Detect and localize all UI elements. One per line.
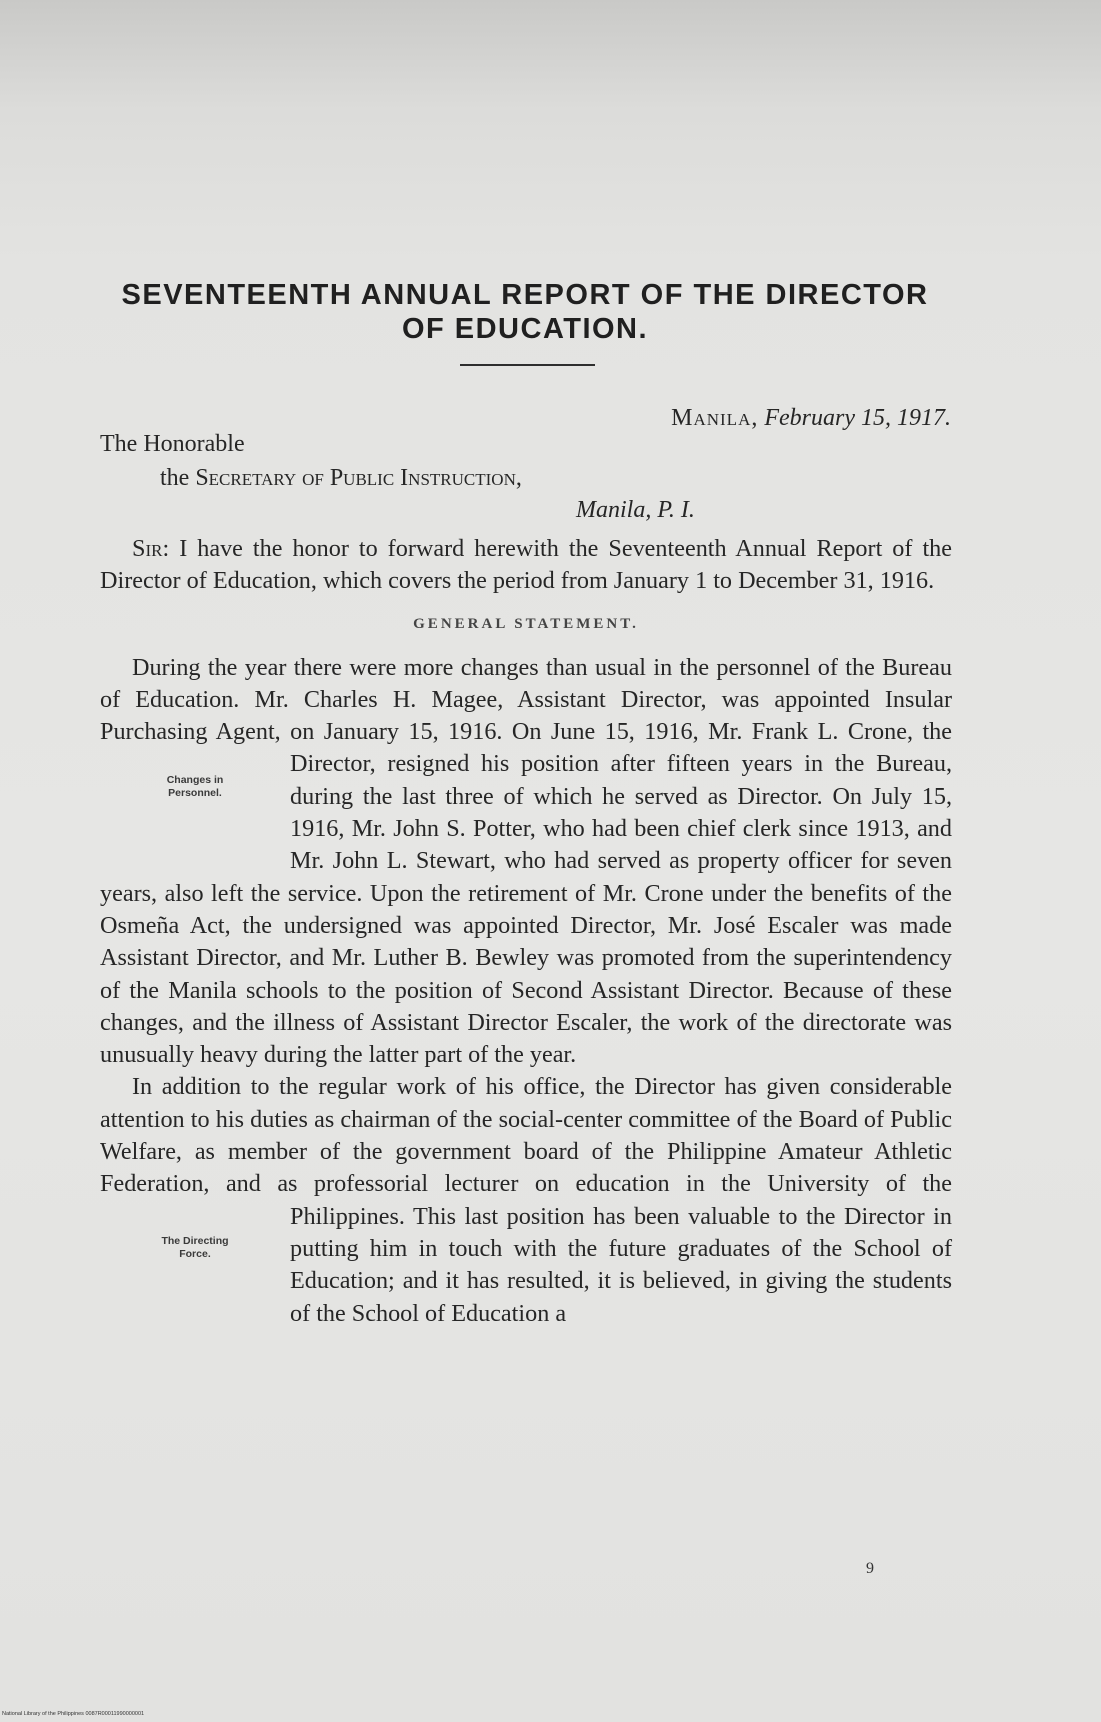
dateline — [671, 405, 951, 432]
side-note-personnel — [100, 760, 290, 856]
letter-body — [100, 533, 952, 1330]
page-number: 9 — [866, 1560, 874, 1577]
side-note-2-line-1: The Directing — [161, 1234, 229, 1247]
dateline-date: February 15, 1917. — [764, 405, 951, 431]
title-line-2: OF EDUCATION. — [401, 313, 649, 345]
side-note-1-line-2: Personnel. — [168, 786, 222, 799]
side-note-2-line-2: Force. — [179, 1247, 211, 1260]
side-note-directing-force — [100, 1221, 290, 1317]
address-line-3: Manila, P. I. — [576, 497, 695, 523]
title-divider — [460, 364, 595, 366]
library-footer: National Library of the Philippines 0087R00011990000001 — [2, 1711, 145, 1717]
side-note-1-line-1: Changes in — [166, 773, 224, 786]
salutation: Sir: — [132, 535, 170, 562]
letter-paragraph — [100, 533, 952, 598]
address-office: Secretary of Public Instruction, — [195, 465, 522, 491]
title-line-1: SEVENTEENTH ANNUAL REPORT OF THE DIRECTOR — [121, 279, 929, 311]
body-paragraph-1: During the year there were more changes than usual in the personnel of the Bureau of Education. Mr. Charles H. Magee, Assistant Director, was appointed Insular Purchasing Agent, on January 15, 1916. On June 15, 1916, Mr. Frank L. Crone, the Director, resigned his position after fifteen years in the Bureau, during the last three of which he served as Director. On July 15, 1916, Mr. John S. Potter, who had been chief clerk since 1913, and Mr. John L. Stewart, who had served as property officer for seven years, also left the service. Upon the retirement of Mr. Crone under the benefits of the Osmeña Act, the undersigned was appointed Director, Mr. José Escaler was made Assistant Director, and Mr. Luther B. Bewley was promoted from the superintendency of the Manila schools to the position of Second Assistant Director. Because of these changes, and the illness of Assistant Director Escaler, the work of the directorate was unusually heavy during the latter part of the year. — [100, 653, 952, 1069]
dateline-place: Manila, — [671, 405, 759, 431]
body-paragraph-2: In addition to the regular work of his office, the Director has given considerable attention to his duties as chairman of the social-center committee of the Board of Public Welfare, as member of the government board of the Philippine Amateur Athletic Federation, and as professorial lecturer on education in the University of the Philippines. This last position has been valuable to the Director in putting him in touch with the future graduates of the School of Education; and it has resulted, it is believed, in giving the students of the School of Education a — [100, 1073, 952, 1327]
address-line-1: The Honorable — [100, 431, 245, 457]
address-line-2 — [160, 465, 522, 492]
report-title — [95, 278, 955, 346]
section-heading: GENERAL STATEMENT. — [413, 615, 639, 632]
letter-text: I have the honor to forward herewith the Seventeenth Annual Report of the Director of Education, which covers the period from January 1 to December 31, 1916. — [100, 535, 952, 595]
address-line-2-prefix: the — [160, 465, 190, 491]
